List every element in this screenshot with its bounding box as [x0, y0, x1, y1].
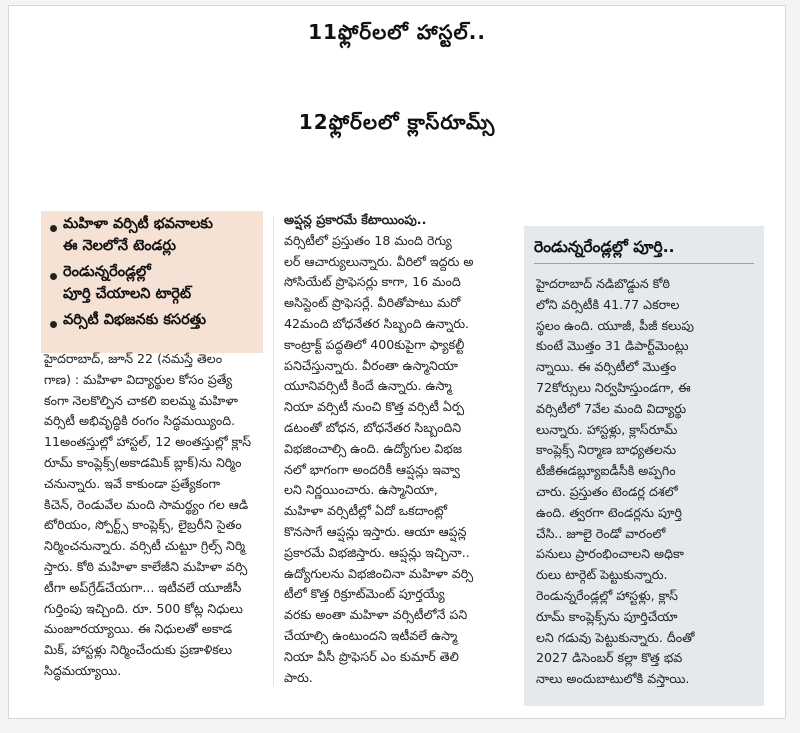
- sidebar-line: 2027 డిసెంబర్‌ కల్లా కొత్త భవ: [536, 650, 683, 666]
- column-2-line: కొనసాగే ఆప్షన్లు ఇస్తారు. ఆయా ఆప్షన్ల: [284, 523, 467, 539]
- column-2-line: వరకు అంతా మహిళా వర్సిటీలోనే పని: [284, 607, 468, 623]
- highlight-2-line-1: రెండున్నరేండ్లల్లో: [63, 264, 151, 280]
- sidebar-line: నాలు అందుబాటులోకి వస్తాయి.: [536, 671, 690, 687]
- highlight-1-line-2: ఈ నెలలోనే టెండర్లు: [63, 238, 176, 254]
- column-1-line: హైదరాబాద్‌, జూన్‌ 22 (నమస్తే తెలం: [44, 351, 223, 366]
- sidebar-line: హైదరాబాద్‌ నడిబొడ్డున కోఠి: [536, 276, 670, 291]
- sidebar-line: పనులు ప్రారంభించాలని అధికా: [536, 546, 684, 562]
- column-2-line: నలో భాగంగా అందరికీ ఆప్షన్లు ఇవ్వా: [284, 461, 460, 477]
- column-2-line: లర్‌ ఆచార్యులున్నారు. వీరిలో ఇద్దరు అ: [284, 253, 474, 269]
- sidebar-text: [536, 274, 756, 690]
- sidebar-box: [524, 226, 764, 706]
- column-2-line: లని నిర్ణయించారు. ఉస్మానియా,: [284, 482, 438, 498]
- sidebar-line: చారు. ప్రస్తుతం టెండర్ల దశలో: [536, 483, 678, 499]
- column-1-line: టోరియం, స్పోర్ట్స్‌ కాంప్లెక్స్‌, లైబ్రరీని సైతం: [44, 517, 242, 533]
- sidebar-line: లని గడువు పెట్టుకున్నారు. దీంతో: [536, 629, 695, 645]
- column-1-line: మిక్‌, హాస్టళ్లు నిర్మించేందుకు ప్రణాళికలు: [44, 642, 233, 658]
- highlights-box: [41, 211, 263, 353]
- bullet-dot-icon: [50, 225, 57, 232]
- column-2-line: ప్రకారమే విభజిస్తారు. ఆప్షన్లు ఇచ్చినా..: [284, 544, 470, 560]
- sidebar-line: 72కోర్సులు నిర్వహిస్తుండగా, ఈ: [536, 379, 691, 395]
- column-2-line: ఉద్యోగులను విభజించినా మహిళా వర్సి: [284, 565, 474, 581]
- column-2-line: పనిచేస్తున్నారు. వీరంతా ఉస్మానియా: [284, 357, 458, 373]
- column-2-line: చేయాల్సి ఉంటుందని ఇటీవలే ఉస్మా: [284, 627, 458, 643]
- column-1-line: మంజూరయ్యాయి. ఈ నిధులతో అకాడ: [44, 621, 233, 637]
- sidebar-heading-rule: [534, 263, 754, 264]
- column-1-line: కిచెన్‌, రెండువేల మంది సామర్థ్యం గల ఆడి: [44, 496, 249, 512]
- column-2-line: సోసియేట్‌ ప్రొఫెసర్లు కాగా, 16 మంది: [284, 274, 461, 290]
- news-clipping: [8, 5, 786, 719]
- column-1-line: వర్సిటీ అభివృద్ధికి రంగం సిద్ధమయ్యింది.: [44, 413, 236, 429]
- column-1-line: గుర్తింపు ఇచ్చింది. రూ. 500 కోట్ల నిధులు: [44, 600, 243, 616]
- column-2-line: వర్సిటీలో ప్రస్తుతం 18 మంది రెగ్యు: [284, 232, 452, 248]
- column-1-line: నిర్మించనున్నారు. వర్సిటీ చుట్టూ గ్రిల్స్‌ నిర్మి: [44, 538, 246, 554]
- sidebar-line: కాంప్లెక్స్‌ నిర్మాణ బాధ్యతలను: [536, 442, 677, 458]
- sidebar-line: వర్సిటీలో 7వేల మంది విద్యార్థు: [536, 400, 687, 416]
- column-2-line: విభజించాల్సి ఉంది. ఉద్యోగుల విభజ: [284, 440, 463, 456]
- column-1-line: కంగా నెలకొల్పిన చాకలి ఐలమ్మ మహిళా: [44, 392, 238, 408]
- column-2-line: పారు.: [284, 669, 313, 685]
- highlight-3-line-1: వర్సిటీ విభజనకు కసరత్తు: [63, 312, 206, 328]
- sidebar-line: రెండున్నరేండ్లల్లో హాస్టళ్లు, క్లాస్‌: [536, 587, 679, 603]
- sidebar-line: స్థలం ఉంది. యూజీ, పీజీ కలుపు: [536, 317, 694, 333]
- article-column-2: [284, 210, 520, 688]
- sidebar-heading: రెండున్నరేండ్లల్లో పూర్తి..: [534, 238, 675, 256]
- column-1-line: 11అంతస్తుల్లో హాస్టల్‌, 12 అంతస్తుల్లో క్లాస్: [44, 434, 252, 450]
- column-2-line: మహిళా వర్సిటీల్లో ఏదో ఒకదాంట్లో: [284, 503, 448, 519]
- highlight-1-line-1: మహిళా వర్సిటీ భవనాలకు: [63, 216, 213, 232]
- column-1-line: గాణ) : మహిళా విద్యార్థుల కోసం ప్రత్యే: [44, 371, 233, 387]
- column-2-subhead: అప్షన్ల ప్రకారమే కేటాయింపు..: [284, 212, 427, 227]
- column-2-line: యూనివర్సిటీ కిందే ఉన్నారు. ఉస్మా: [284, 378, 452, 394]
- headline-line-2: 12ఫ్లోర్‌లలో క్లాస్‌రూమ్స్: [298, 110, 496, 134]
- column-1-line: టీగా అప్‌గ్రేడ్‌చేయగా... ఇటీవలే యూజీసీ: [44, 579, 242, 595]
- sidebar-line: లున్నారు. హాస్టళ్లు, క్లాస్‌రూమ్‌: [536, 421, 678, 437]
- sidebar-line: రులు టార్గెట్‌ పెట్టుకున్నారు.: [536, 567, 668, 583]
- column-2-line: టీలో కొత్త రిక్రూట్‌మెంట్‌ పూర్తయ్యే: [284, 586, 445, 602]
- column-2-line: 42మంది బోధనేతర సిబ్బంది ఉన్నారు.: [284, 315, 470, 331]
- sidebar-line: న్నాయి. ఈ వర్సిటీలో మొత్తం: [536, 359, 677, 375]
- column-2-line: డటంతో బోధన, బోధనేతర సిబ్బందిని: [284, 419, 462, 435]
- column-1-line: రూమ్‌ కాంప్లెక్స్‌(అకాడమిక్‌ బ్లాక్‌)ను నిర్మిం: [44, 454, 242, 470]
- article-column-1: [44, 349, 262, 682]
- headline-line-1: 11ఫ్లోర్‌లలో హాస్టల్..: [308, 20, 486, 44]
- sidebar-line: ఉంది. త్వరగా టెండర్లను పూర్తి: [536, 504, 682, 520]
- sidebar-line: రూమ్‌ కాంప్లెక్స్‌ను పూర్తిచేయా: [536, 608, 678, 624]
- column-2-line: నియా వీసీ ప్రొఫెసర్‌ ఎం కుమార్‌ తెలి: [284, 648, 459, 664]
- column-1-line: చనున్నారు. ఇవే కాకుండా ప్రత్యేకంగా: [44, 475, 221, 491]
- bullet-dot-icon: [50, 321, 57, 328]
- column-divider: [273, 216, 274, 686]
- bullet-dot-icon: [50, 273, 57, 280]
- column-2-line: అసిస్టెంట్‌ ప్రొఫెసర్లే. వీరితోపాటు మరో: [284, 295, 461, 311]
- column-1-line: సిద్ధమయ్యాయి.: [44, 662, 122, 678]
- sidebar-line: టీజీఈడబ్ల్యూఐడీసీకి అప్పగిం: [536, 463, 676, 479]
- column-2-line: కాంట్రాక్ట్‌ పద్ధతిలో 400కుపైగా ఫ్యాకల్టీ: [284, 336, 465, 352]
- column-2-line: నియా వర్సిటీ నుంచి కొత్త వర్సిటీ ఏర్ప: [284, 399, 465, 415]
- sidebar-line: కుంటే మొత్తం 31 డిపార్ట్‌మెంట్లు: [536, 338, 689, 354]
- column-1-line: స్తారు. కోఠి మహిళా కాలేజీని మహిళా వర్సి: [44, 558, 248, 574]
- highlight-2-line-2: పూర్తి చేయాలని టార్గెట్: [63, 286, 192, 302]
- sidebar-line: లోని వర్సిటీకి 41.77 ఎకరాల: [536, 296, 680, 312]
- sidebar-line: చేసి.. జూలై రెండో వారంలో: [536, 525, 666, 541]
